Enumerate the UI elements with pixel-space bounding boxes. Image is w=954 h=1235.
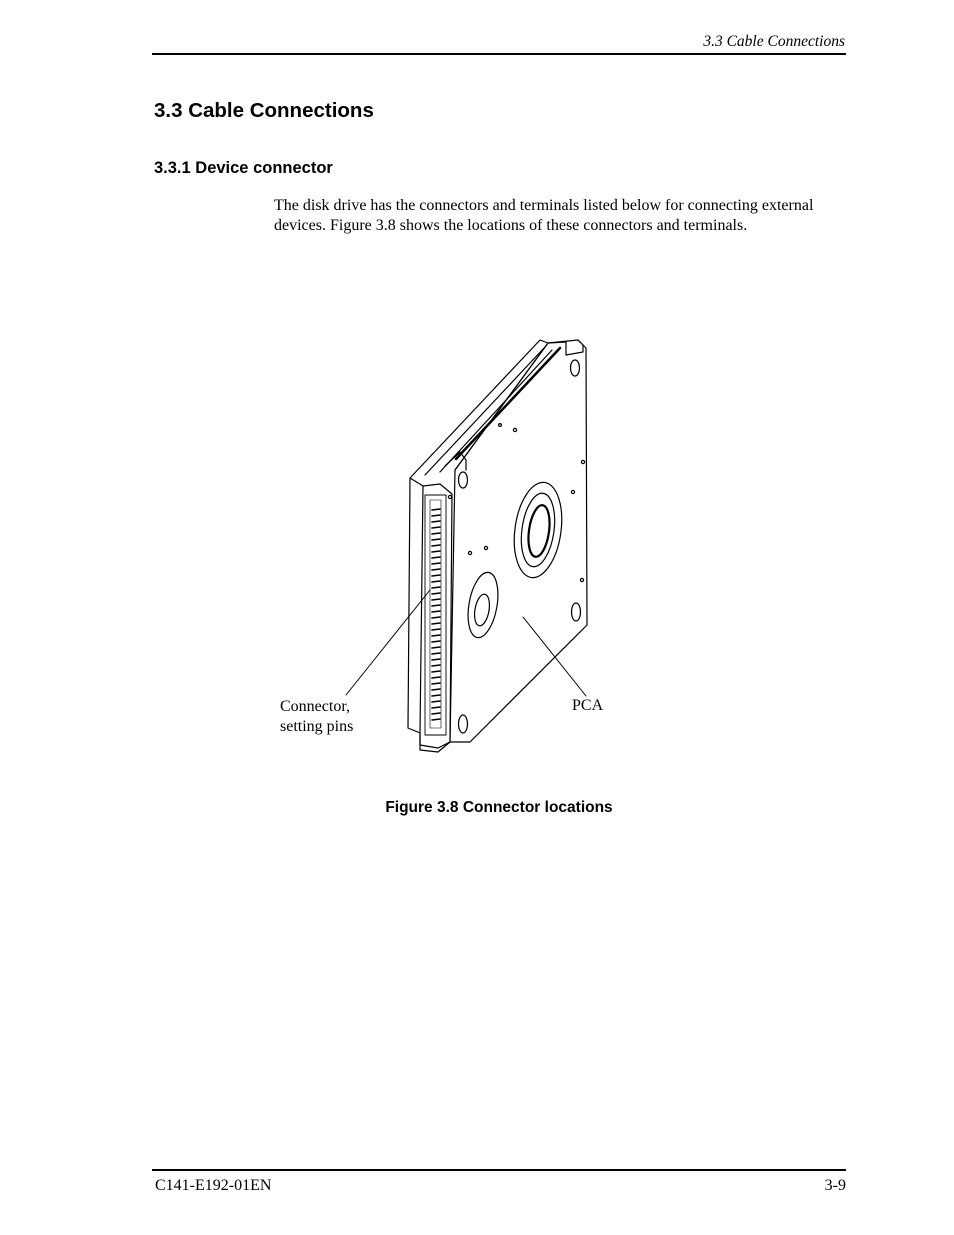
disk-drive-illustration <box>270 330 670 760</box>
connector-front <box>425 495 446 735</box>
body-paragraph: The disk drive has the connectors and terminals listed below for connecting external devices. Figure 3.8 shows the locations of these connectors and terminals. <box>274 197 814 234</box>
connector-label-line1: Connector, <box>280 698 351 715</box>
top-right-tab <box>548 340 583 355</box>
bottom-tab <box>420 733 450 752</box>
connector-callout-label <box>280 697 353 737</box>
pca-callout-label: PCA <box>572 697 604 714</box>
figure-caption: Figure 3.8 Connector locations <box>385 799 613 816</box>
actuator-outer <box>463 570 502 640</box>
document-id: C141-E192-01EN <box>155 1177 272 1194</box>
drive-left-side <box>408 478 423 733</box>
pca-face <box>450 340 587 742</box>
drive-top-inner <box>425 347 545 475</box>
disk-drive-figure <box>270 330 670 760</box>
section-title: 3.3 Cable Connections <box>154 99 374 122</box>
pca-leader-line <box>523 617 586 696</box>
page-number: 3-9 <box>824 1177 846 1194</box>
drive-top-groove-2 <box>456 348 560 459</box>
spindle-core <box>525 504 552 558</box>
running-header: 3.3 Cable Connections <box>703 33 845 50</box>
subsection-title: 3.3.1 Device connector <box>154 159 333 177</box>
connector-leader-line <box>346 590 430 695</box>
footer-rule <box>152 1169 846 1171</box>
actuator-inner <box>472 593 491 627</box>
header-rule <box>152 53 846 55</box>
connector-label-line2: setting pins <box>280 718 354 735</box>
drive-top-groove <box>440 350 552 472</box>
drive-top-edge <box>410 340 548 478</box>
connector-pins <box>432 509 440 720</box>
